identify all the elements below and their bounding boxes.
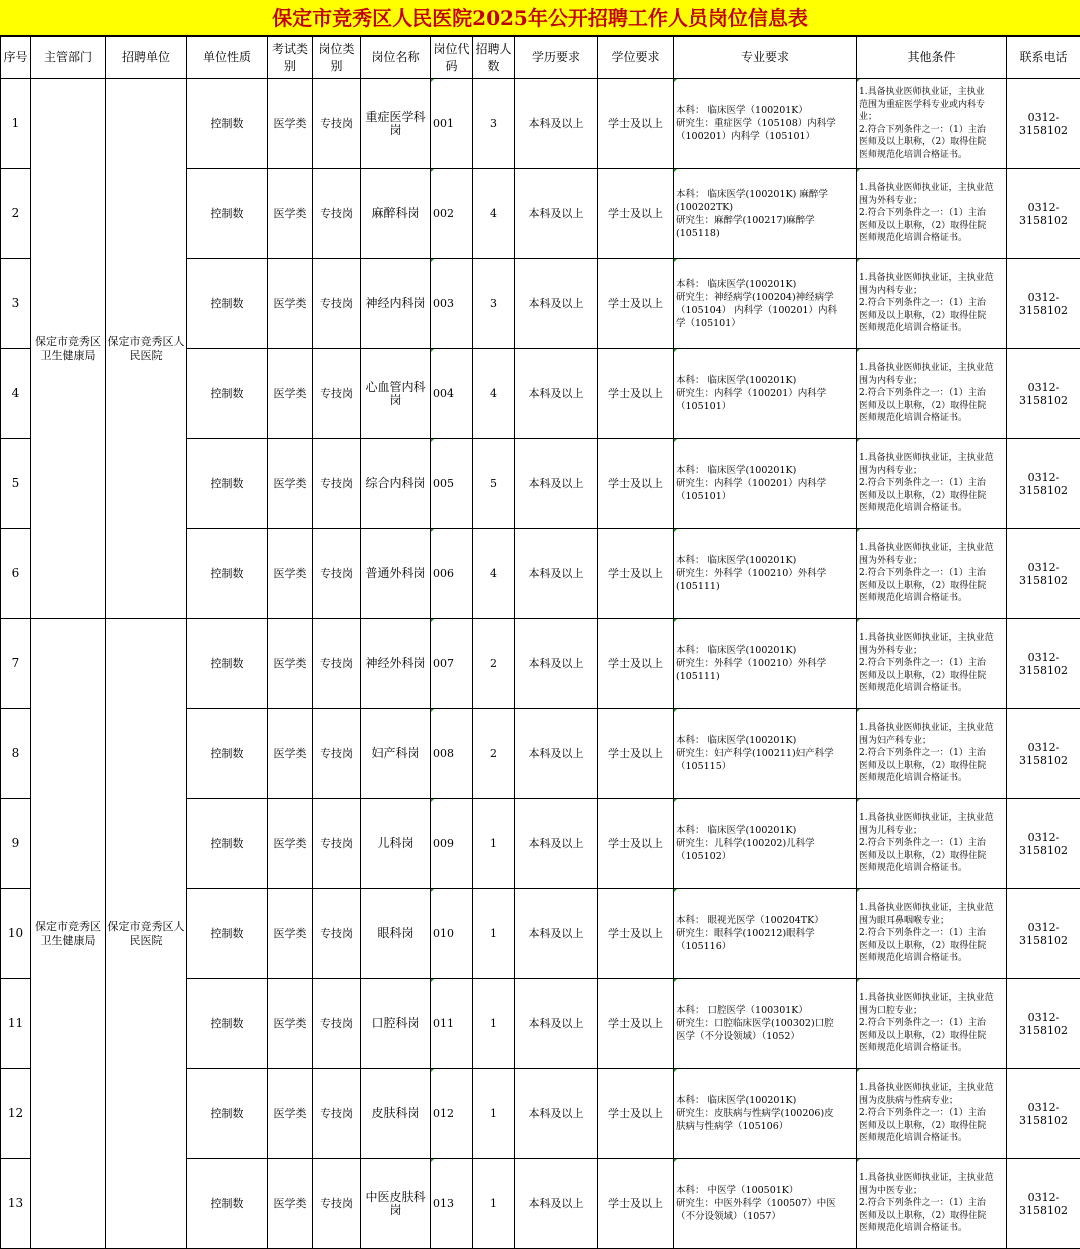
major-line: (105111) bbox=[676, 670, 854, 683]
cell-degree: 学士及以上 bbox=[598, 1069, 674, 1159]
cell-seq: 7 bbox=[1, 619, 31, 709]
other-line: 医师规范化培训合格证书。 bbox=[859, 862, 1004, 875]
other-line: 2.符合下列条件之一：（1）主治 bbox=[859, 927, 1004, 940]
other-line: 医师规范化培训合格证书。 bbox=[859, 952, 1004, 965]
cell-code: 008 bbox=[431, 709, 473, 799]
header-unit: 招聘单位 bbox=[106, 37, 187, 79]
other-line: 医师及以上职称，（2）取得住院 bbox=[859, 220, 1004, 233]
cell-degree: 学士及以上 bbox=[598, 259, 674, 349]
other-line: 1.具备执业医师执业证，主执业范 bbox=[859, 1172, 1004, 1185]
other-line: 1.具备执业医师执业证，主执业范 bbox=[859, 632, 1004, 645]
cell-phone: 0312-3158102 bbox=[1007, 259, 1080, 349]
cell-postcat: 专技岗 bbox=[313, 799, 361, 889]
cell-postname: 儿科岗 bbox=[361, 799, 431, 889]
cell-count: 1 bbox=[473, 889, 515, 979]
cell-other bbox=[857, 169, 1007, 259]
major-line: 本科： 临床医学(100201K) bbox=[676, 824, 854, 837]
other-line: 医师及以上职称，（2）取得住院 bbox=[859, 136, 1004, 149]
cell-degree: 学士及以上 bbox=[598, 799, 674, 889]
cell-count: 4 bbox=[473, 349, 515, 439]
cell-code: 007 bbox=[431, 619, 473, 709]
other-line: 2.符合下列条件之一：（1）主治 bbox=[859, 124, 1004, 137]
cell-nature: 控制数 bbox=[187, 799, 268, 889]
cell-edu: 本科及以上 bbox=[515, 169, 598, 259]
cell-major bbox=[674, 709, 857, 799]
cell-phone: 0312-3158102 bbox=[1007, 709, 1080, 799]
header-seq: 序号 bbox=[1, 37, 31, 79]
cell-exam: 医学类 bbox=[268, 79, 313, 169]
cell-exam: 医学类 bbox=[268, 1159, 313, 1249]
cell-edu: 本科及以上 bbox=[515, 619, 598, 709]
cell-major bbox=[674, 439, 857, 529]
cell-exam: 医学类 bbox=[268, 979, 313, 1069]
cell-postcat: 专技岗 bbox=[313, 709, 361, 799]
cell-other bbox=[857, 79, 1007, 169]
cell-seq: 10 bbox=[1, 889, 31, 979]
cell-edu: 本科及以上 bbox=[515, 979, 598, 1069]
other-line: 2.符合下列条件之一：（1）主治 bbox=[859, 477, 1004, 490]
cell-nature: 控制数 bbox=[187, 1159, 268, 1249]
major-line: （不分设领域）（1057） bbox=[676, 1210, 854, 1223]
other-line: 医师及以上职称，（2）取得住院 bbox=[859, 670, 1004, 683]
cell-phone: 0312-3158102 bbox=[1007, 979, 1080, 1069]
major-line: (105118) bbox=[676, 227, 854, 240]
cell-postname: 妇产科岗 bbox=[361, 709, 431, 799]
cell-code: 003 bbox=[431, 259, 473, 349]
other-line: 围为内科专业； bbox=[859, 285, 1004, 298]
cell-postcat: 专技岗 bbox=[313, 529, 361, 619]
major-line: 学（105101） bbox=[676, 317, 854, 330]
cell-count: 5 bbox=[473, 439, 515, 529]
other-line: 2.符合下列条件之一：（1）主治 bbox=[859, 297, 1004, 310]
cell-count: 4 bbox=[473, 529, 515, 619]
major-line: （105115） bbox=[676, 760, 854, 773]
cell-postname: 口腔科岗 bbox=[361, 979, 431, 1069]
cell-other bbox=[857, 1159, 1007, 1249]
cell-edu: 本科及以上 bbox=[515, 439, 598, 529]
other-line: 医师及以上职称，（2）取得住院 bbox=[859, 1210, 1004, 1223]
other-line: 1.具备执业医师执业证，主执业范 bbox=[859, 362, 1004, 375]
cell-seq: 3 bbox=[1, 259, 31, 349]
cell-postname: 眼科岗 bbox=[361, 889, 431, 979]
other-line: 2.符合下列条件之一：（1）主治 bbox=[859, 1107, 1004, 1120]
other-line: 围为外科专业； bbox=[859, 645, 1004, 658]
cell-code: 009 bbox=[431, 799, 473, 889]
other-line: 医师及以上职称，（2）取得住院 bbox=[859, 310, 1004, 323]
cell-postname: 综合内科岗 bbox=[361, 439, 431, 529]
other-line: 医师规范化培训合格证书。 bbox=[859, 1042, 1004, 1055]
cell-phone: 0312-3158102 bbox=[1007, 169, 1080, 259]
cell-nature: 控制数 bbox=[187, 529, 268, 619]
cell-degree: 学士及以上 bbox=[598, 1159, 674, 1249]
other-line: 医师规范化培训合格证书。 bbox=[859, 502, 1004, 515]
major-line: 研究生：口腔临床医学(100302)口腔 bbox=[676, 1017, 854, 1030]
cell-code: 002 bbox=[431, 169, 473, 259]
other-line: 围为眼耳鼻咽喉专业； bbox=[859, 915, 1004, 928]
other-line: 围为妇产科专业； bbox=[859, 735, 1004, 748]
cell-postcat: 专技岗 bbox=[313, 349, 361, 439]
cell-degree: 学士及以上 bbox=[598, 79, 674, 169]
cell-code: 012 bbox=[431, 1069, 473, 1159]
major-line: （105102） bbox=[676, 850, 854, 863]
other-line: 范围为重症医学科专业或内科专 bbox=[859, 99, 1004, 112]
cell-code: 013 bbox=[431, 1159, 473, 1249]
other-line: 1.具备执业医师执业证，主执业范 bbox=[859, 542, 1004, 555]
other-line: 医师规范化培训合格证书。 bbox=[859, 322, 1004, 335]
other-line: 1.具备执业医师执业证，主执业范 bbox=[859, 452, 1004, 465]
cell-exam: 医学类 bbox=[268, 349, 313, 439]
cell-other bbox=[857, 439, 1007, 529]
cell-postname: 重症医学科岗 bbox=[361, 79, 431, 169]
header-degree: 学位要求 bbox=[598, 37, 674, 79]
cell-dept: 保定市竞秀区卫生健康局 bbox=[31, 619, 106, 1249]
other-line: 2.符合下列条件之一：（1）主治 bbox=[859, 1197, 1004, 1210]
major-line: 本科： 临床医学(100201K) bbox=[676, 374, 854, 387]
cell-seq: 8 bbox=[1, 709, 31, 799]
major-line: 研究生：神经病学(100204)神经病学 bbox=[676, 291, 854, 304]
cell-major bbox=[674, 1159, 857, 1249]
cell-major bbox=[674, 79, 857, 169]
other-line: 2.符合下列条件之一：（1）主治 bbox=[859, 747, 1004, 760]
cell-degree: 学士及以上 bbox=[598, 619, 674, 709]
cell-edu: 本科及以上 bbox=[515, 349, 598, 439]
cell-count: 1 bbox=[473, 1159, 515, 1249]
major-line: （105101） bbox=[676, 400, 854, 413]
cell-nature: 控制数 bbox=[187, 259, 268, 349]
cell-edu: 本科及以上 bbox=[515, 709, 598, 799]
cell-seq: 11 bbox=[1, 979, 31, 1069]
header-row bbox=[1, 37, 1080, 79]
major-line: 本科： 临床医学(100201K) 麻醉学 bbox=[676, 188, 854, 201]
cell-exam: 医学类 bbox=[268, 439, 313, 529]
header-code: 岗位代码 bbox=[431, 37, 473, 79]
cell-exam: 医学类 bbox=[268, 799, 313, 889]
cell-code: 005 bbox=[431, 439, 473, 529]
cell-count: 3 bbox=[473, 79, 515, 169]
major-line: 研究生：儿科学(100202)儿科学 bbox=[676, 837, 854, 850]
cell-exam: 医学类 bbox=[268, 259, 313, 349]
cell-phone: 0312-3158102 bbox=[1007, 799, 1080, 889]
cell-major bbox=[674, 889, 857, 979]
cell-postcat: 专技岗 bbox=[313, 889, 361, 979]
cell-degree: 学士及以上 bbox=[598, 439, 674, 529]
major-line: 本科： 临床医学(100201K) bbox=[676, 464, 854, 477]
cell-seq: 1 bbox=[1, 79, 31, 169]
major-line: （100201）内科学（105101） bbox=[676, 130, 854, 143]
major-line: 研究生：眼科学(100212)眼科学 bbox=[676, 927, 854, 940]
cell-phone: 0312-3158102 bbox=[1007, 889, 1080, 979]
cell-major bbox=[674, 619, 857, 709]
cell-count: 4 bbox=[473, 169, 515, 259]
cell-nature: 控制数 bbox=[187, 619, 268, 709]
cell-other bbox=[857, 349, 1007, 439]
cell-degree: 学士及以上 bbox=[598, 889, 674, 979]
other-line: 围为皮肤病与性病专业； bbox=[859, 1095, 1004, 1108]
other-line: 2.符合下列条件之一：（1）主治 bbox=[859, 1017, 1004, 1030]
cell-code: 004 bbox=[431, 349, 473, 439]
other-line: 医师规范化培训合格证书。 bbox=[859, 149, 1004, 162]
cell-code: 001 bbox=[431, 79, 473, 169]
cell-count: 1 bbox=[473, 1069, 515, 1159]
cell-nature: 控制数 bbox=[187, 1069, 268, 1159]
table-row bbox=[1, 79, 1080, 169]
cell-other bbox=[857, 799, 1007, 889]
major-line: 研究生：外科学（100210）外科学 bbox=[676, 657, 854, 670]
other-line: 2.符合下列条件之一：（1）主治 bbox=[859, 387, 1004, 400]
header-exam: 考试类别 bbox=[268, 37, 313, 79]
cell-seq: 13 bbox=[1, 1159, 31, 1249]
cell-postname: 麻醉科岗 bbox=[361, 169, 431, 259]
header-postcat: 岗位类别 bbox=[313, 37, 361, 79]
major-line: （105101） bbox=[676, 490, 854, 503]
page-title: 保定市竞秀区人民医院2025年公开招聘工作人员岗位信息表 bbox=[0, 0, 1080, 36]
cell-nature: 控制数 bbox=[187, 169, 268, 259]
cell-count: 1 bbox=[473, 979, 515, 1069]
header-count: 招聘人数 bbox=[473, 37, 515, 79]
major-line: 研究生：中医外科学（100507）中医 bbox=[676, 1197, 854, 1210]
cell-other bbox=[857, 709, 1007, 799]
cell-code: 011 bbox=[431, 979, 473, 1069]
other-line: 1.具备执业医师执业证，主执业范 bbox=[859, 1082, 1004, 1095]
cell-phone: 0312-3158102 bbox=[1007, 619, 1080, 709]
cell-phone: 0312-3158102 bbox=[1007, 79, 1080, 169]
cell-code: 006 bbox=[431, 529, 473, 619]
other-line: 2.符合下列条件之一：（1）主治 bbox=[859, 207, 1004, 220]
cell-edu: 本科及以上 bbox=[515, 1159, 598, 1249]
header-edu: 学历要求 bbox=[515, 37, 598, 79]
major-line: 本科： 眼视光医学（100204TK） bbox=[676, 914, 854, 927]
cell-degree: 学士及以上 bbox=[598, 709, 674, 799]
cell-phone: 0312-3158102 bbox=[1007, 349, 1080, 439]
cell-phone: 0312-3158102 bbox=[1007, 529, 1080, 619]
cell-major bbox=[674, 529, 857, 619]
cell-postcat: 专技岗 bbox=[313, 1069, 361, 1159]
major-line: 本科： 中医学（100501K） bbox=[676, 1184, 854, 1197]
other-line: 医师及以上职称，（2）取得住院 bbox=[859, 850, 1004, 863]
cell-other bbox=[857, 1069, 1007, 1159]
other-line: 1.具备执业医师执业证，主执业范 bbox=[859, 182, 1004, 195]
other-line: 医师规范化培训合格证书。 bbox=[859, 772, 1004, 785]
header-dept: 主管部门 bbox=[31, 37, 106, 79]
cell-nature: 控制数 bbox=[187, 979, 268, 1069]
cell-seq: 6 bbox=[1, 529, 31, 619]
other-line: 围为儿科专业； bbox=[859, 825, 1004, 838]
cell-major bbox=[674, 1069, 857, 1159]
cell-count: 2 bbox=[473, 709, 515, 799]
cell-degree: 学士及以上 bbox=[598, 349, 674, 439]
cell-degree: 学士及以上 bbox=[598, 529, 674, 619]
other-line: 医师及以上职称，（2）取得住院 bbox=[859, 760, 1004, 773]
major-line: 本科： 临床医学(100201K) bbox=[676, 278, 854, 291]
major-line: 研究生：外科学（100210）外科学 bbox=[676, 567, 854, 580]
major-line: （105116） bbox=[676, 940, 854, 953]
other-line: 1.具备执业医师执业证，主执业范 bbox=[859, 272, 1004, 285]
cell-nature: 控制数 bbox=[187, 889, 268, 979]
cell-major bbox=[674, 349, 857, 439]
major-line: （105104） 内科学（100201）内科 bbox=[676, 304, 854, 317]
other-line: 围为外科专业； bbox=[859, 195, 1004, 208]
cell-nature: 控制数 bbox=[187, 709, 268, 799]
other-line: 医师规范化培训合格证书。 bbox=[859, 1222, 1004, 1235]
cell-nature: 控制数 bbox=[187, 79, 268, 169]
other-line: 1.具备执业医师执业证，主执业范 bbox=[859, 722, 1004, 735]
cell-count: 1 bbox=[473, 799, 515, 889]
header-major: 专业要求 bbox=[674, 37, 857, 79]
cell-seq: 2 bbox=[1, 169, 31, 259]
cell-postname: 普通外科岗 bbox=[361, 529, 431, 619]
cell-exam: 医学类 bbox=[268, 619, 313, 709]
other-line: 围为中医专业； bbox=[859, 1185, 1004, 1198]
cell-count: 3 bbox=[473, 259, 515, 349]
cell-edu: 本科及以上 bbox=[515, 79, 598, 169]
major-line: 本科： 口腔医学（100301K） bbox=[676, 1004, 854, 1017]
cell-seq: 5 bbox=[1, 439, 31, 529]
cell-major bbox=[674, 169, 857, 259]
major-line: 研究生：妇产科学(100211)妇产科学 bbox=[676, 747, 854, 760]
cell-postcat: 专技岗 bbox=[313, 439, 361, 529]
major-line: 本科： 临床医学(100201K) bbox=[676, 734, 854, 747]
major-line: 本科： 临床医学(100201K) bbox=[676, 644, 854, 657]
cell-postname: 中医皮肤科岗 bbox=[361, 1159, 431, 1249]
cell-exam: 医学类 bbox=[268, 889, 313, 979]
major-line: 本科： 临床医学（100201K） bbox=[676, 104, 854, 117]
cell-phone: 0312-3158102 bbox=[1007, 1159, 1080, 1249]
cell-postcat: 专技岗 bbox=[313, 619, 361, 709]
cell-edu: 本科及以上 bbox=[515, 799, 598, 889]
header-nature: 单位性质 bbox=[187, 37, 268, 79]
header-phone: 联系电话 bbox=[1007, 37, 1080, 79]
major-line: 研究生：皮肤病与性病学(100206)皮 bbox=[676, 1107, 854, 1120]
cell-postcat: 专技岗 bbox=[313, 259, 361, 349]
table-body bbox=[1, 79, 1080, 1249]
other-line: 医师及以上职称，（2）取得住院 bbox=[859, 940, 1004, 953]
cell-dept: 保定市竞秀区卫生健康局 bbox=[31, 79, 106, 619]
other-line: 1.具备执业医师执业证，主执业范 bbox=[859, 812, 1004, 825]
cell-edu: 本科及以上 bbox=[515, 1069, 598, 1159]
cell-nature: 控制数 bbox=[187, 439, 268, 529]
cell-edu: 本科及以上 bbox=[515, 889, 598, 979]
cell-postcat: 专技岗 bbox=[313, 169, 361, 259]
cell-postname: 神经外科岗 bbox=[361, 619, 431, 709]
cell-major bbox=[674, 259, 857, 349]
other-line: 1.具备执业医师执业证，主执业 bbox=[859, 86, 1004, 99]
other-line: 医师及以上职称，（2）取得住院 bbox=[859, 400, 1004, 413]
cell-phone: 0312-3158102 bbox=[1007, 439, 1080, 529]
cell-other bbox=[857, 889, 1007, 979]
recruitment-table bbox=[0, 36, 1080, 1249]
cell-other bbox=[857, 619, 1007, 709]
cell-count: 2 bbox=[473, 619, 515, 709]
other-line: 2.符合下列条件之一：（1）主治 bbox=[859, 657, 1004, 670]
other-line: 业； bbox=[859, 111, 1004, 124]
cell-degree: 学士及以上 bbox=[598, 169, 674, 259]
cell-exam: 医学类 bbox=[268, 529, 313, 619]
cell-other bbox=[857, 529, 1007, 619]
other-line: 医师及以上职称，（2）取得住院 bbox=[859, 490, 1004, 503]
cell-seq: 12 bbox=[1, 1069, 31, 1159]
header-other: 其他条件 bbox=[857, 37, 1007, 79]
cell-other bbox=[857, 259, 1007, 349]
cell-major bbox=[674, 979, 857, 1069]
other-line: 医师规范化培训合格证书。 bbox=[859, 592, 1004, 605]
other-line: 围为内科专业； bbox=[859, 375, 1004, 388]
major-line: 研究生：内科学（100201）内科学 bbox=[676, 387, 854, 400]
cell-postname: 皮肤科岗 bbox=[361, 1069, 431, 1159]
other-line: 围为口腔专业； bbox=[859, 1005, 1004, 1018]
table-row bbox=[1, 619, 1080, 709]
cell-code: 010 bbox=[431, 889, 473, 979]
cell-postcat: 专技岗 bbox=[313, 79, 361, 169]
cell-major bbox=[674, 799, 857, 889]
cell-postcat: 专技岗 bbox=[313, 1159, 361, 1249]
major-line: 肤病与性病学（105106） bbox=[676, 1120, 854, 1133]
cell-postname: 心血管内科岗 bbox=[361, 349, 431, 439]
other-line: 医师及以上职称，（2）取得住院 bbox=[859, 580, 1004, 593]
major-line: 医学（不分设领域）（1052） bbox=[676, 1030, 854, 1043]
cell-postcat: 专技岗 bbox=[313, 979, 361, 1069]
major-line: 研究生：重症医学（105108）内科学 bbox=[676, 117, 854, 130]
cell-degree: 学士及以上 bbox=[598, 979, 674, 1069]
cell-seq: 9 bbox=[1, 799, 31, 889]
cell-nature: 控制数 bbox=[187, 349, 268, 439]
cell-unit: 保定市竞秀区人民医院 bbox=[106, 619, 187, 1249]
major-line: 本科： 临床医学(100201K) bbox=[676, 554, 854, 567]
cell-exam: 医学类 bbox=[268, 709, 313, 799]
major-line: (105111) bbox=[676, 580, 854, 593]
major-line: 研究生：麻醉学(100217)麻醉学 bbox=[676, 214, 854, 227]
other-line: 医师及以上职称，（2）取得住院 bbox=[859, 1120, 1004, 1133]
cell-seq: 4 bbox=[1, 349, 31, 439]
other-line: 1.具备执业医师执业证，主执业范 bbox=[859, 902, 1004, 915]
cell-unit: 保定市竞秀区人民医院 bbox=[106, 79, 187, 619]
header-postname: 岗位名称 bbox=[361, 37, 431, 79]
other-line: 医师规范化培训合格证书。 bbox=[859, 412, 1004, 425]
cell-edu: 本科及以上 bbox=[515, 259, 598, 349]
major-line: 本科： 临床医学(100201K) bbox=[676, 1094, 854, 1107]
other-line: 医师规范化培训合格证书。 bbox=[859, 232, 1004, 245]
other-line: 医师规范化培训合格证书。 bbox=[859, 682, 1004, 695]
other-line: 2.符合下列条件之一：（1）主治 bbox=[859, 837, 1004, 850]
other-line: 医师规范化培训合格证书。 bbox=[859, 1132, 1004, 1145]
other-line: 围为外科专业； bbox=[859, 555, 1004, 568]
major-line: (100202TK) bbox=[676, 201, 854, 214]
cell-exam: 医学类 bbox=[268, 169, 313, 259]
other-line: 医师及以上职称，（2）取得住院 bbox=[859, 1030, 1004, 1043]
other-line: 1.具备执业医师执业证，主执业范 bbox=[859, 992, 1004, 1005]
major-line: 研究生：内科学（100201）内科学 bbox=[676, 477, 854, 490]
cell-edu: 本科及以上 bbox=[515, 529, 598, 619]
cell-postname: 神经内科岗 bbox=[361, 259, 431, 349]
cell-phone: 0312-3158102 bbox=[1007, 1069, 1080, 1159]
other-line: 2.符合下列条件之一：（1）主治 bbox=[859, 567, 1004, 580]
cell-exam: 医学类 bbox=[268, 1069, 313, 1159]
cell-other bbox=[857, 979, 1007, 1069]
other-line: 围为内科专业； bbox=[859, 465, 1004, 478]
